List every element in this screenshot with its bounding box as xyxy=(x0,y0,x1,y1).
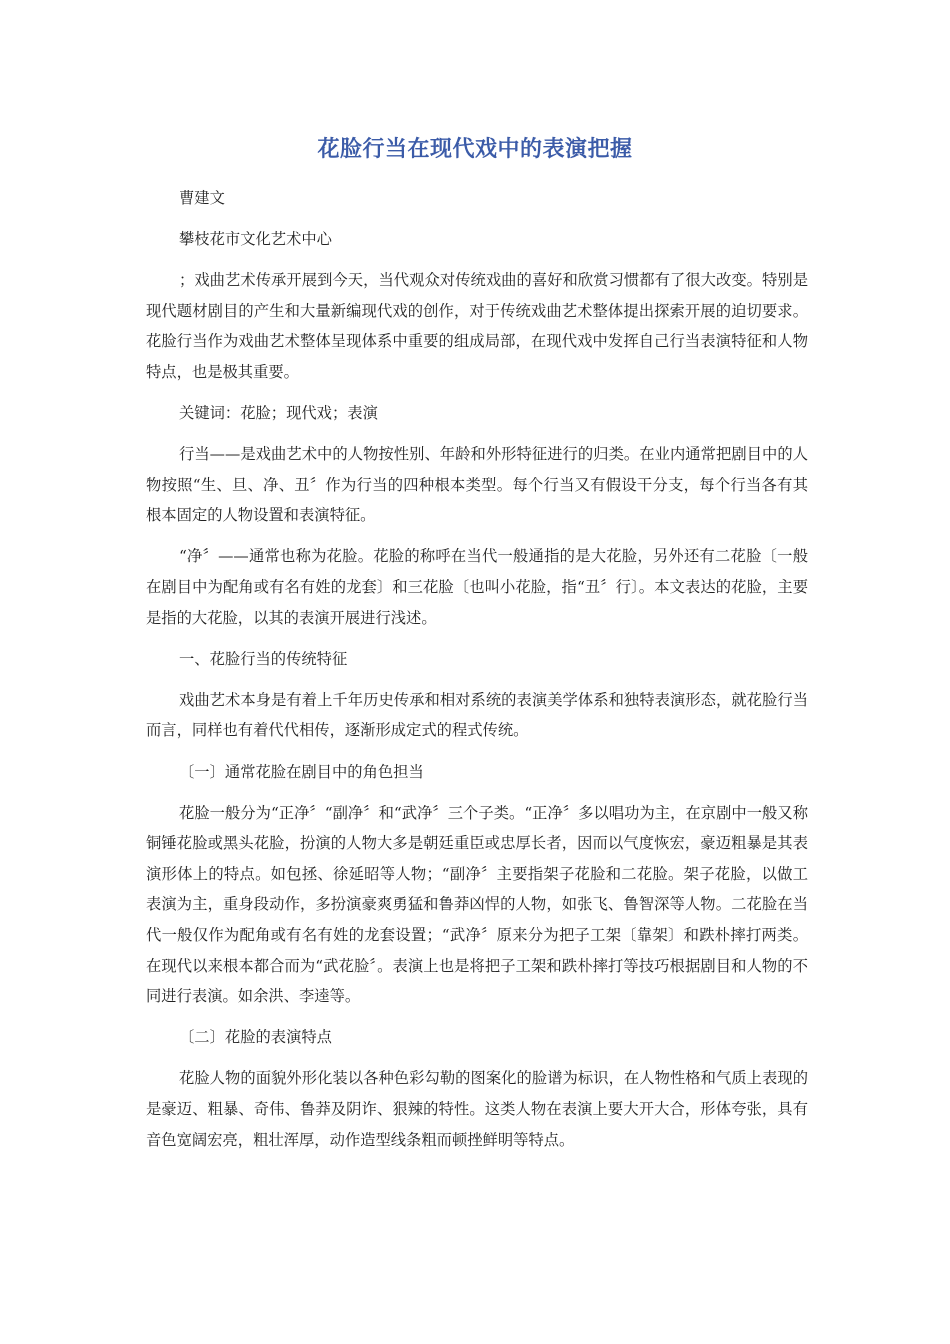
subsection-heading: 〔一〕通常花脸在剧目中的角色担当 xyxy=(179,762,424,781)
subsection-heading: 〔二〕花脸的表演特点 xyxy=(179,1028,332,1047)
keywords-line: 关键词：花脸；现代戏；表演 xyxy=(179,404,378,423)
affiliation-line: 攀枝花市文化艺术中心 xyxy=(179,230,332,249)
body-paragraph: 行当——是戏曲艺术中的人物按性别、年龄和外形特征进行的归类。在业内通常把剧目中的人物按照“生、旦、净、丑〞作为行当的四种根本类型。每个行当又有假设干分支，每个行当各有其根本固定的人物设置和表演特征。 xyxy=(146,445,808,525)
document-body xyxy=(146,183,808,1166)
section-heading: 一、花脸行当的传统特征 xyxy=(179,649,348,668)
abstract-paragraph: ；戏曲艺术传承开展到今天，当代观众对传统戏曲的喜好和欣赏习惯都有了很大改变。特别是现代题材剧目的产生和大量新编现代戏的创作，对于传统戏曲艺术整体提出探索开展的迫切要求。花脸行当作为戏曲艺术整体呈现体系中重要的组成局部，在现代戏中发挥自己行当表演特征和人物特点，也是极其重要。 xyxy=(146,271,808,381)
body-paragraph: “净〞——通常也称为花脸。花脸的称呼在当代一般通指的是大花脸，另外还有二花脸〔一般在剧目中为配角或有名有姓的龙套〕和三花脸〔也叫小花脸，指“丑〞行〕。本文表达的花脸，主要是指的大花脸，以其的表演开展进行浅述。 xyxy=(146,547,808,627)
author-line: 曹建文 xyxy=(179,189,225,207)
body-paragraph: 戏曲艺术本身是有着上千年历史传承和相对系统的表演美学体系和独特表演形态，就花脸行当而言，同样也有着代代相传，逐渐形成定式的程式传统。 xyxy=(146,690,808,740)
body-paragraph: 花脸一般分为“正净〞“副净〞和“武净〞三个子类。“正净〞多以唱功为主，在京剧中一般又称铜锤花脸或黑头花脸，扮演的人物大多是朝廷重臣或忠厚长者，因而以气度恢宏，豪迈粗暴是其表演形体上的特点。如包拯、徐延昭等人物；“副净〞主要指架子花脸和二花脸。架子花脸，以做工表演为主，重身段动作，多扮演豪爽勇猛和鲁莽凶悍的人物，如张飞、鲁智深等人物。二花脸在当代一般仅作为配角或有名有姓的龙套设置；“武净〞原来分为把子工架〔靠架〕和跌朴摔打两类。在现代以来根本都合而为“武花脸〞。表演上也是将把子工架和跌朴摔打等技巧根据剧目和人物的不同进行表演。如余洪、李逵等。 xyxy=(146,803,808,1006)
document-title: 花脸行当在现代戏中的表演把握 xyxy=(317,137,633,162)
body-paragraph: 花脸人物的面貌外形化装以各种色彩勾勒的图案化的脸谱为标识，在人物性格和气质上表现的是豪迈、粗暴、奇伟、鲁莽及阴诈、狠辣的特性。这类人物在表演上要大开大合，形体夸张，具有音色宽阔宏亮，粗壮浑厚，动作造型线条粗而顿挫鲜明等特点。 xyxy=(146,1069,808,1149)
